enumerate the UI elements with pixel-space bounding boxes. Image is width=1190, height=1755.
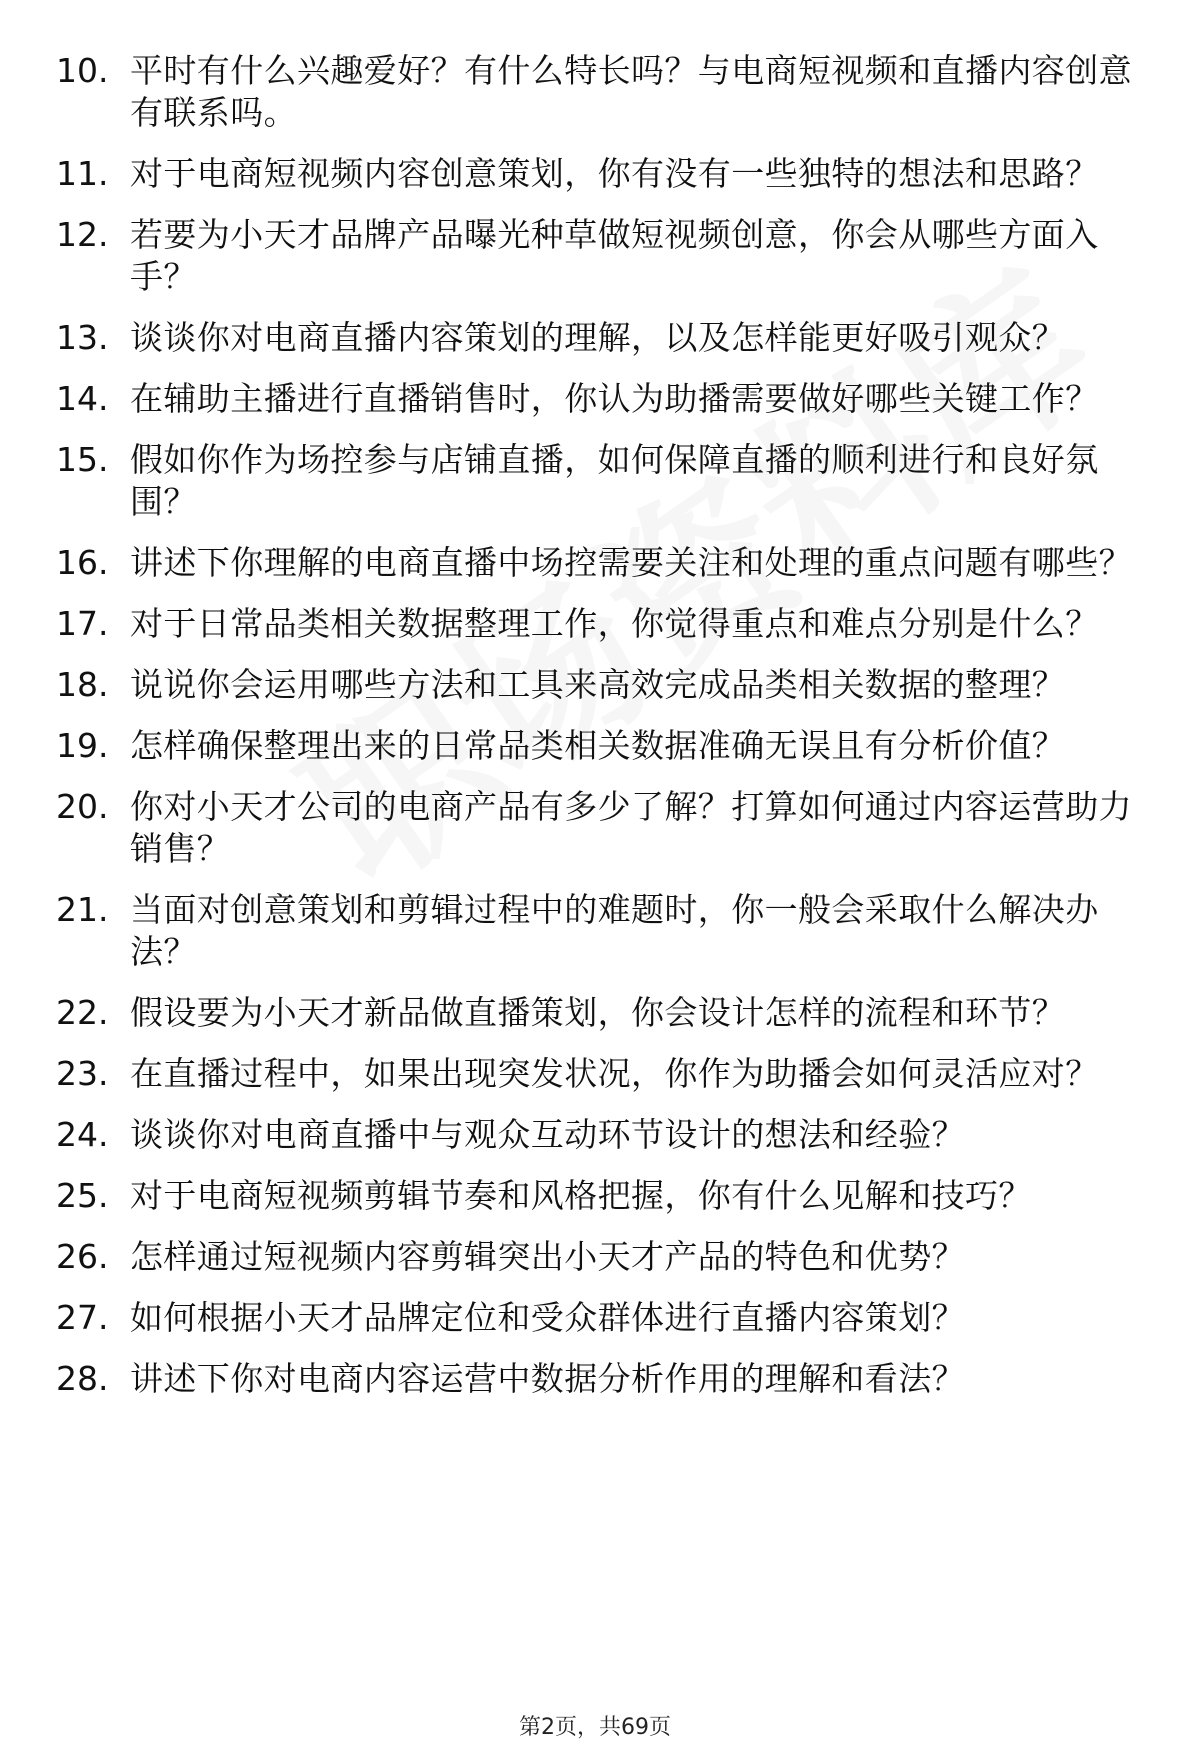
question-item: [56, 992, 1156, 1034]
question-number: 25.: [56, 1176, 109, 1215]
question-item: [56, 214, 1156, 298]
question-text: 当面对创意策划和剪辑过程中的难题时，你一般会采取什么解决办法？: [130, 890, 1099, 971]
question-text: 假如你作为场控参与店铺直播，如何保障直播的顺利进行和良好氛围？: [130, 440, 1099, 521]
question-text: 对于电商短视频剪辑节奏和风格把握，你有什么见解和技巧？: [130, 1176, 1032, 1215]
question-text: 你对小天才公司的电商产品有多少了解？打算如何通过内容运营助力销售？: [130, 787, 1132, 868]
question-number: 11.: [56, 154, 109, 193]
question-number: 18.: [56, 665, 109, 704]
question-number: 23.: [56, 1054, 109, 1093]
question-item: [56, 1114, 1156, 1156]
question-item: [56, 317, 1156, 359]
question-item: [56, 542, 1156, 584]
question-text: 在辅助主播进行直播销售时，你认为助播需要做好哪些关键工作？: [130, 379, 1099, 418]
question-item: [56, 603, 1156, 645]
question-number: 27.: [56, 1298, 109, 1337]
question-text: 怎样通过短视频内容剪辑突出小天才产品的特色和优势？: [130, 1237, 965, 1276]
question-item: [56, 725, 1156, 767]
question-number: 13.: [56, 318, 109, 357]
question-number: 22.: [56, 993, 109, 1032]
question-text: 讲述下你对电商内容运营中数据分析作用的理解和看法？: [130, 1359, 965, 1398]
question-list: [56, 50, 1156, 1419]
question-item: [56, 664, 1156, 706]
question-item: [56, 50, 1156, 134]
page-number-footer: 第2页，共69页: [519, 1715, 671, 1740]
question-number: 20.: [56, 787, 109, 826]
question-number: 15.: [56, 440, 109, 479]
question-number: 28.: [56, 1359, 109, 1398]
question-number: 12.: [56, 215, 109, 254]
question-number: 17.: [56, 604, 109, 643]
question-text: 如何根据小天才品牌定位和受众群体进行直播内容策划？: [130, 1298, 965, 1337]
question-number: 24.: [56, 1115, 109, 1154]
question-item: [56, 1297, 1156, 1339]
question-item: [56, 786, 1156, 870]
question-item: [56, 1236, 1156, 1278]
question-text: 对于电商短视频内容创意策划，你有没有一些独特的想法和思路？: [130, 154, 1099, 193]
question-item: [56, 378, 1156, 420]
question-item: [56, 1358, 1156, 1400]
question-item: [56, 889, 1156, 973]
question-item: [56, 153, 1156, 195]
question-number: 16.: [56, 543, 109, 582]
question-text: 对于日常品类相关数据整理工作，你觉得重点和难点分别是什么？: [130, 604, 1099, 643]
question-number: 26.: [56, 1237, 109, 1276]
question-text: 假设要为小天才新品做直播策划，你会设计怎样的流程和环节？: [130, 993, 1066, 1032]
question-item: [56, 1053, 1156, 1095]
question-number: 10.: [56, 51, 109, 90]
question-number: 21.: [56, 890, 109, 929]
question-text: 讲述下你理解的电商直播中场控需要关注和处理的重点问题有哪些？: [130, 543, 1132, 582]
question-item: [56, 1175, 1156, 1217]
question-text: 在直播过程中，如果出现突发状况，你作为助播会如何灵活应对？: [130, 1054, 1099, 1093]
question-text: 若要为小天才品牌产品曝光种草做短视频创意，你会从哪些方面入手？: [130, 215, 1099, 296]
question-text: 平时有什么兴趣爱好？有什么特长吗？与电商短视频和直播内容创意有联系吗。: [130, 51, 1132, 132]
question-text: 说说你会运用哪些方法和工具来高效完成品类相关数据的整理？: [130, 665, 1066, 704]
question-item: [56, 439, 1156, 523]
question-number: 19.: [56, 726, 109, 765]
question-text: 谈谈你对电商直播内容策划的理解，以及怎样能更好吸引观众？: [130, 318, 1066, 357]
question-text: 怎样确保整理出来的日常品类相关数据准确无误且有分析价值？: [130, 726, 1066, 765]
question-number: 14.: [56, 379, 109, 418]
question-text: 谈谈你对电商直播中与观众互动环节设计的想法和经验？: [130, 1115, 965, 1154]
